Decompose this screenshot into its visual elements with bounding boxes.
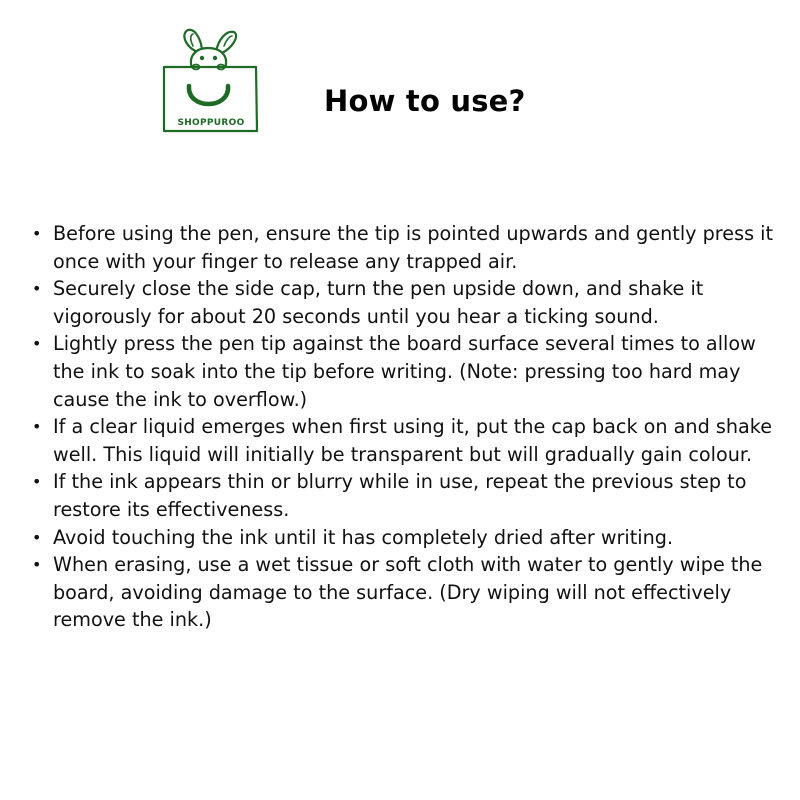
instruction-text: Before using the pen, ensure the tip is pointed upwards and gently press it once with your finger to release any trapped air.: [53, 222, 774, 273]
bullet-icon: •: [32, 417, 42, 437]
instruction-text: If a clear liquid emerges when first using it, put the cap back on and shake well. This liquid will initially be transparent but will gradually gain colour.: [53, 415, 773, 466]
bullet-icon: •: [32, 472, 42, 492]
list-item: [30, 413, 792, 468]
bullet-icon: •: [32, 555, 42, 575]
list-item: [30, 551, 792, 634]
instruction-list: [30, 220, 792, 634]
bullet-icon: •: [32, 224, 42, 243]
brand-name: SHOPPUROO: [177, 118, 245, 128]
list-item: [30, 330, 792, 413]
bullet-icon: •: [32, 279, 42, 299]
instruction-text: When erasing, use a wet tissue or soft cloth with water to gently wipe the board, avoiding damage to the surface. (Dry wiping will not effectively remove the ink.): [53, 553, 763, 632]
list-item: [30, 468, 792, 523]
bullet-icon: •: [32, 527, 42, 547]
instruction-text: Lightly press the pen tip against the board surface several times to allow the ink to soak into the tip before writing. (Note: pressing too hard may cause the ink to overflow.): [53, 332, 756, 411]
shoppuroo-logo: [160, 26, 262, 136]
instruction-text: Securely close the side cap, turn the pen upside down, and shake it vigorously for about 20 seconds until you hear a ticking sound.: [53, 277, 704, 328]
instruction-text: Avoid touching the ink until it has completely dried after writing.: [53, 525, 674, 549]
page-title: How to use?: [324, 84, 526, 118]
list-item: [30, 524, 792, 552]
list-item: [30, 275, 792, 330]
instruction-text: If the ink appears thin or blurry while in use, repeat the previous step to restore its effectiveness.: [53, 470, 747, 521]
list-item: [30, 220, 792, 275]
bullet-icon: •: [32, 334, 42, 354]
